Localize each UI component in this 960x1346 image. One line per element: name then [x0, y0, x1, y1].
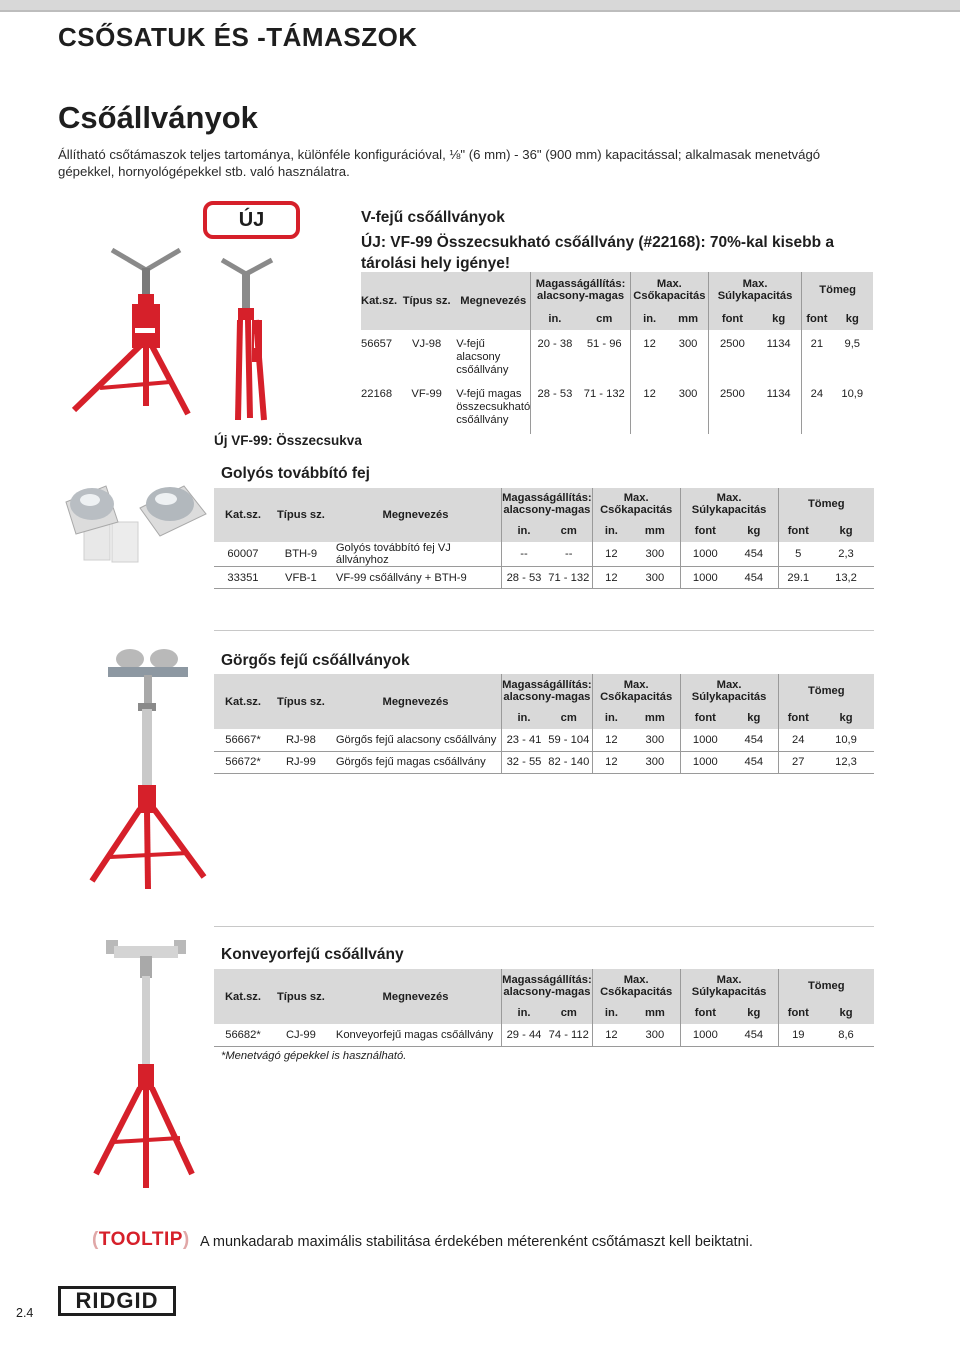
cell: 2500	[708, 382, 756, 434]
ball-transfer-spec-table	[214, 488, 874, 589]
cell: RJ-99	[272, 751, 330, 773]
cell: V-fejű magas összecsukható csőállvány	[456, 388, 531, 426]
table-row	[361, 382, 873, 434]
bracket-open-icon: (	[92, 1229, 99, 1250]
cell: 1000	[680, 751, 730, 773]
col-name: Megnevezés	[330, 969, 502, 1024]
cell: 71 - 132	[546, 567, 592, 589]
col-type: Típus sz.	[272, 674, 330, 729]
unit-cell: cm	[546, 707, 592, 729]
v-head-spec-table	[361, 272, 873, 434]
cell: --	[502, 542, 546, 567]
section-divider	[214, 926, 874, 927]
cell: Konveyorfejű magas csőállvány	[330, 1024, 502, 1046]
cell: 22168	[361, 388, 393, 400]
col-cat: Kat.sz.	[361, 272, 397, 330]
conveyor-head-heading: Konveyorfejű csőállvány	[221, 946, 404, 963]
unit-cell: in.	[592, 1002, 630, 1024]
ball-transfer-heading: Golyós továbbító fej	[221, 465, 370, 482]
unit-cell: font	[778, 1002, 818, 1024]
cell: 12	[592, 1024, 630, 1046]
intro-paragraph: Állítható csőtámaszok teljes tartománya, különféle konfigurációval, ⅛" (6 mm) - 36" (900 mm) kapacitással; alkalmasak menetvágó gépekkel, hornyológépekkel stb. való használatra.	[58, 147, 821, 179]
col-height: Magasságállítás: alacsony-magas	[502, 969, 593, 1002]
cell: 12	[592, 729, 630, 751]
unit-cell: kg	[756, 308, 802, 330]
cell: 2500	[708, 330, 756, 382]
section-divider	[214, 630, 874, 631]
chapter-title: CSŐSATUK ÉS -TÁMASZOK	[58, 22, 418, 52]
bracket-close-icon: )	[182, 1229, 190, 1250]
cell: 71 - 132	[583, 388, 625, 400]
cell: 12,3	[818, 751, 874, 773]
col-height: Magasságállítás: alacsony-magas	[502, 674, 593, 707]
col-type: Típus sz.	[272, 488, 330, 542]
col-weight: Tömeg	[778, 488, 874, 520]
cell: 1000	[680, 1024, 730, 1046]
cell: 454	[730, 567, 778, 589]
cell: 12	[592, 751, 630, 773]
cell: BTH-9	[272, 542, 330, 567]
col-pipe: Max. Csőkapacitás	[592, 969, 680, 1002]
cell: 60007	[214, 542, 272, 567]
footnote: *Menetvágó gépekkel is használható.	[221, 1050, 407, 1062]
cell: 24	[778, 729, 818, 751]
unit-cell: kg	[818, 1002, 874, 1024]
col-load: Max. Súlykapacitás	[680, 969, 778, 1002]
cell: 1134	[766, 338, 791, 350]
cell: 28 - 53	[502, 567, 546, 589]
v-head-heading: V-fejű csőállványok	[361, 209, 505, 226]
unit-cell: font	[778, 520, 818, 542]
cell: 300	[678, 338, 698, 350]
cell: 1000	[680, 729, 730, 751]
unit-cell: kg	[818, 707, 874, 729]
roller-head-spec-table	[214, 674, 874, 774]
cell: 12	[592, 567, 630, 589]
cell: 5	[778, 542, 818, 567]
col-name: Megnevezés	[456, 272, 531, 330]
col-weight: Tömeg	[802, 272, 873, 308]
cell: 454	[730, 1024, 778, 1046]
cell: 8,6	[818, 1024, 874, 1046]
cell: 12	[630, 330, 668, 382]
cell: Görgős fejű magas csőállvány	[330, 751, 502, 773]
table-header-row	[214, 969, 874, 1002]
cell: 29 - 44	[502, 1024, 546, 1046]
section-title: Csőállványok	[58, 100, 258, 135]
col-pipe: Max. Csőkapacitás	[592, 488, 680, 520]
new-badge: ÚJ	[203, 201, 300, 239]
cell: 9,5	[844, 338, 861, 350]
table-row	[361, 330, 873, 382]
cell: RJ-98	[272, 729, 330, 751]
cell: 19	[778, 1024, 818, 1046]
cell: 1000	[680, 567, 730, 589]
cell: 454	[730, 542, 778, 567]
col-name: Megnevezés	[330, 674, 502, 729]
unit-cell: in.	[592, 520, 630, 542]
roller-head-heading: Görgős fejű csőállványok	[221, 652, 410, 669]
cell: 56657	[361, 338, 393, 350]
cell: 28 - 53	[531, 382, 579, 434]
ball-transfer-head-image	[62, 464, 210, 568]
col-type: Típus sz.	[272, 969, 330, 1024]
cell: 454	[730, 751, 778, 773]
page-number: 2.4	[16, 1306, 34, 1320]
cell: 13,2	[818, 567, 874, 589]
cell: 300	[630, 729, 680, 751]
cell: 300	[630, 751, 680, 773]
unit-cell: in.	[502, 520, 546, 542]
col-pipe: Max. Csőkapacitás	[592, 674, 680, 707]
cell: 33351	[214, 567, 272, 589]
cell: 56672*	[214, 751, 272, 773]
tooltip-label	[92, 1229, 190, 1251]
table-header-row	[214, 674, 874, 707]
col-load: Max. Súlykapacitás	[680, 674, 778, 707]
col-weight: Tömeg	[778, 969, 874, 1002]
cell: 1000	[680, 542, 730, 567]
cell: 12	[630, 382, 668, 434]
unit-cell: kg	[818, 520, 874, 542]
unit-cell: font	[802, 308, 832, 330]
cell: 20 - 38	[531, 330, 579, 382]
col-cat: Kat.sz.	[214, 969, 272, 1024]
unit-cell: font	[778, 707, 818, 729]
cell: 82 - 140	[546, 751, 592, 773]
image-caption: Új VF-99: Összecsukva	[214, 433, 362, 448]
unit-cell: mm	[668, 308, 708, 330]
cell: 300	[630, 1024, 680, 1046]
unit-cell: in.	[502, 1002, 546, 1024]
table-row	[214, 1024, 874, 1046]
cell: 2,3	[818, 542, 874, 567]
unit-cell: in.	[630, 308, 668, 330]
unit-cell: cm	[546, 520, 592, 542]
unit-cell: mm	[630, 520, 680, 542]
table-row	[214, 751, 874, 773]
tooltip-text: A munkadarab maximális stabilitása érdekében méterenként csőtámaszt kell beiktatni.	[200, 1234, 753, 1250]
cell: 32 - 55	[502, 751, 546, 773]
ridgid-logo: RIDGID	[58, 1286, 176, 1316]
unit-cell: kg	[832, 308, 874, 330]
v-head-subheading: ÚJ: VF-99 Összecsukható csőállvány (#22168): 70%-kal kisebb a tárolási hely igénye!	[361, 234, 834, 272]
cell: 56682*	[214, 1024, 272, 1046]
unit-cell: cm	[546, 1002, 592, 1024]
unit-cell: cm	[579, 308, 631, 330]
unit-cell: in.	[531, 308, 579, 330]
unit-cell: mm	[630, 707, 680, 729]
cell: 300	[678, 388, 698, 400]
col-weight: Tömeg	[778, 674, 874, 707]
top-bar	[0, 0, 960, 10]
unit-cell: in.	[502, 707, 546, 729]
col-height: Magasságállítás: alacsony-magas	[531, 272, 631, 308]
cell: CJ-99	[272, 1024, 330, 1046]
cell: 1134	[766, 388, 791, 400]
cell: 23 - 41	[502, 729, 546, 751]
roller-head-stand-image	[78, 645, 218, 897]
table-row	[214, 542, 874, 567]
col-cat: Kat.sz.	[214, 488, 272, 542]
cell: V-fejű alacsony csőállvány	[456, 338, 509, 376]
cell: VF-99	[411, 388, 442, 400]
cell: Golyós továbbító fej VJ állványhoz	[330, 542, 502, 567]
tooltip-label-text: TOOLTIP	[98, 1229, 183, 1250]
unit-cell: font	[708, 308, 756, 330]
vj-98-stand	[74, 250, 188, 414]
cell: 56667*	[214, 729, 272, 751]
cell: 10,9	[818, 729, 874, 751]
cell: 454	[730, 729, 778, 751]
unit-cell: in.	[592, 707, 630, 729]
cell: 300	[630, 567, 680, 589]
cell: 74 - 112	[546, 1024, 592, 1046]
table-header-row	[214, 488, 874, 520]
unit-cell: kg	[730, 707, 778, 729]
cell: --	[546, 542, 592, 567]
cell: VF-99 csőállvány + BTH-9	[330, 567, 502, 589]
cell: 27	[778, 751, 818, 773]
unit-cell: kg	[730, 520, 778, 542]
v-head-stands-image	[60, 238, 290, 430]
top-bar-line	[0, 10, 960, 12]
cell: 24	[802, 382, 832, 434]
conveyor-head-stand-image	[88, 938, 208, 1194]
cell: 21	[802, 330, 832, 382]
cell: VJ-98	[412, 338, 442, 350]
table-header-row	[361, 272, 873, 308]
unit-cell: font	[680, 1002, 730, 1024]
col-type: Típus sz.	[397, 272, 456, 330]
cell: 51 - 96	[586, 338, 622, 350]
table-row	[214, 567, 874, 589]
unit-cell: kg	[730, 1002, 778, 1024]
col-load: Max. Súlykapacitás	[680, 488, 778, 520]
unit-cell: mm	[630, 1002, 680, 1024]
col-cat: Kat.sz.	[214, 674, 272, 729]
unit-cell: font	[680, 520, 730, 542]
cell: 59 - 104	[546, 729, 592, 751]
cell: VFB-1	[272, 567, 330, 589]
cell: Görgős fejű alacsony csőállvány	[330, 729, 502, 751]
table-row	[214, 729, 874, 751]
col-load: Max. Súlykapacitás	[708, 272, 801, 308]
cell: 300	[630, 542, 680, 567]
cell: 29.1	[778, 567, 818, 589]
vf-99-stand	[222, 260, 272, 420]
cell: 10,9	[841, 388, 864, 400]
col-height: Magasságállítás: alacsony-magas	[502, 488, 593, 520]
col-name: Megnevezés	[330, 488, 502, 542]
unit-cell: font	[680, 707, 730, 729]
conveyor-head-spec-table	[214, 969, 874, 1047]
cell: 12	[592, 542, 630, 567]
col-pipe: Max. Csőkapacitás	[630, 272, 708, 308]
